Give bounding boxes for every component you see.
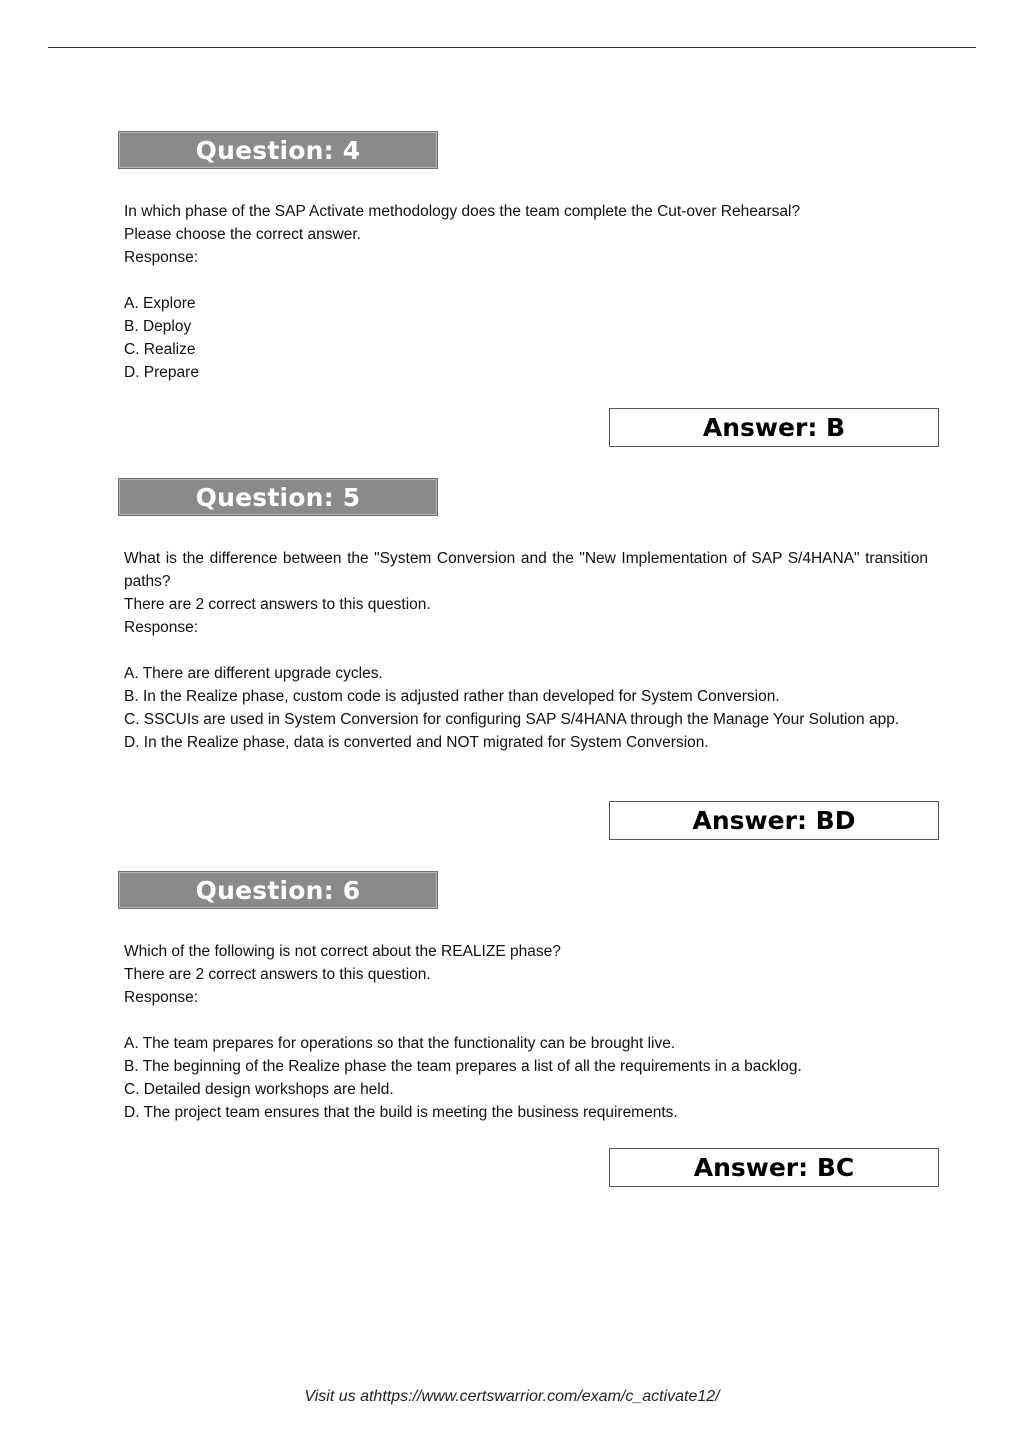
footer-link-text[interactable]: Visit us athttps://www.certswarrior.com/exam/c_activate12/ [304, 1388, 720, 1405]
question-4-option-b: B. Deploy [124, 318, 192, 335]
question-5-answer-box [609, 801, 939, 840]
question-4-answer-box [609, 408, 939, 447]
question-6-body [124, 940, 928, 1124]
question-4-instruction: Please choose the correct answer. [124, 226, 361, 243]
question-4-body [124, 200, 928, 384]
question-5-option-d: D. In the Realize phase, data is converted and NOT migrated for System Conversion. [124, 734, 709, 751]
question-6-answer-box [609, 1148, 939, 1187]
question-4-title: Question: 4 [195, 135, 361, 165]
question-6-answer: Answer: BC [693, 1153, 855, 1182]
top-rule [48, 47, 976, 48]
question-5-title: Question: 5 [195, 482, 361, 512]
question-6-stem: Which of the following is not correct about the REALIZE phase? [124, 943, 561, 960]
question-4-option-a: A. Explore [124, 295, 196, 312]
question-5-stem: What is the difference between the "System Conversion and the "New Implementation of SAP S/4HANA" transition paths? [124, 550, 928, 590]
question-5-response-label: Response: [124, 619, 199, 636]
question-4-option-c: C. Realize [124, 341, 196, 358]
question-4-answer: Answer: B [702, 413, 846, 442]
question-6-option-c: C. Detailed design workshops are held. [124, 1081, 394, 1098]
question-4-stem: In which phase of the SAP Activate methodology does the team complete the Cut-over Rehearsal? [124, 203, 801, 220]
question-4-response-label: Response: [124, 249, 199, 266]
question-6-response-label: Response: [124, 989, 199, 1006]
question-6-option-b: B. The beginning of the Realize phase the team prepares a list of all the requirements in a backlog. [124, 1058, 802, 1075]
question-6-option-d: D. The project team ensures that the build is meeting the business requirements. [124, 1104, 678, 1121]
question-6-option-a: A. The team prepares for operations so that the functionality can be brought live. [124, 1035, 676, 1052]
question-5-body [124, 547, 928, 754]
question-5-option-b: B. In the Realize phase, custom code is adjusted rather than developed for System Conversion. [124, 688, 780, 705]
question-5-header [118, 478, 438, 516]
question-4-header [118, 131, 438, 169]
question-5-option-c: C. SSCUIs are used in System Conversion for configuring SAP S/4HANA through the Manage Your Solution app. [124, 711, 900, 728]
question-6-instruction: There are 2 correct answers to this question. [124, 966, 431, 983]
question-5-instruction: There are 2 correct answers to this question. [124, 596, 431, 613]
question-4-option-d: D. Prepare [124, 364, 199, 381]
question-6-header [118, 871, 438, 909]
question-5-answer: Answer: BD [692, 806, 856, 835]
question-6-title: Question: 6 [195, 875, 361, 905]
question-5-option-a: A. There are different upgrade cycles. [124, 665, 383, 682]
